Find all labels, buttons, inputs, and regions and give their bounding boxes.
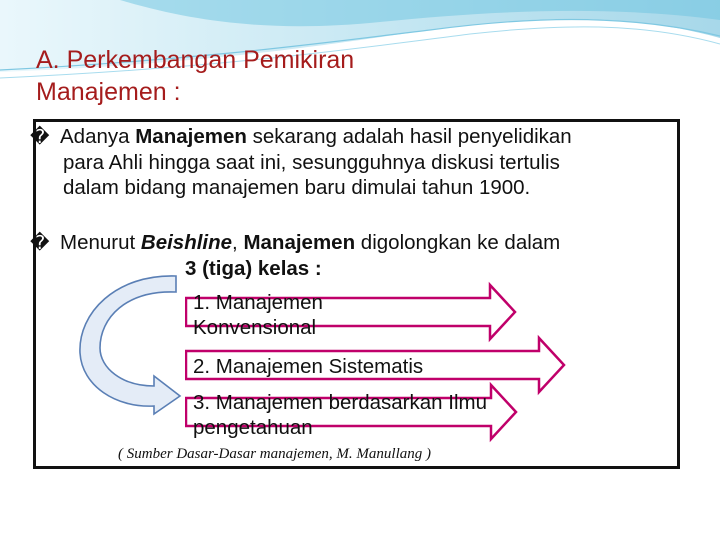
class-item-1 bbox=[193, 290, 323, 340]
para1-text-a: Adanya bbox=[60, 125, 136, 148]
class-item-2 bbox=[193, 354, 423, 379]
para1-line-3: dalam bidang manajemen baru dimulai tahun 1900. bbox=[63, 176, 531, 199]
class-1-line-1: 1. Manajemen bbox=[193, 291, 323, 314]
class-1-line-2: Konvensional bbox=[193, 316, 317, 339]
paragraph-history bbox=[30, 124, 680, 200]
para1-line-2: para Ahli hingga saat ini, sesungguhnya diskusi tertulis bbox=[63, 151, 560, 174]
para2-text-e: digolongkan ke dalam bbox=[355, 231, 561, 254]
title-line-2: Manajemen : bbox=[36, 78, 181, 106]
slide-title bbox=[36, 44, 354, 108]
para2-text-a: Menurut bbox=[60, 231, 141, 254]
para2-author: Beishline bbox=[140, 231, 233, 254]
class-3-line-2: pengetahuan bbox=[193, 416, 313, 439]
class-2-line-1: 2. Manajemen Sistematis bbox=[193, 355, 424, 378]
title-line-1: A. Perkembangan Pemikiran bbox=[36, 46, 355, 74]
curved-arrow-icon bbox=[76, 268, 186, 418]
para2-line-2: 3 (tiga) kelas : bbox=[185, 257, 322, 280]
bullet-icon: � bbox=[30, 127, 50, 148]
class-3-line-1: 3. Manajemen berdasarkan Ilmu bbox=[193, 391, 487, 414]
bullet-icon: � bbox=[30, 233, 50, 254]
para1-text-c: sekarang adalah hasil penyelidikan bbox=[246, 125, 572, 148]
para2-comma: , bbox=[232, 231, 244, 254]
source-citation: ( Sumber Dasar-Dasar manajemen, M. Manullang ) bbox=[118, 446, 432, 462]
para1-emphasis: Manajemen bbox=[135, 125, 247, 148]
para2-emphasis: Manajemen bbox=[243, 231, 356, 254]
class-item-3 bbox=[193, 390, 487, 440]
